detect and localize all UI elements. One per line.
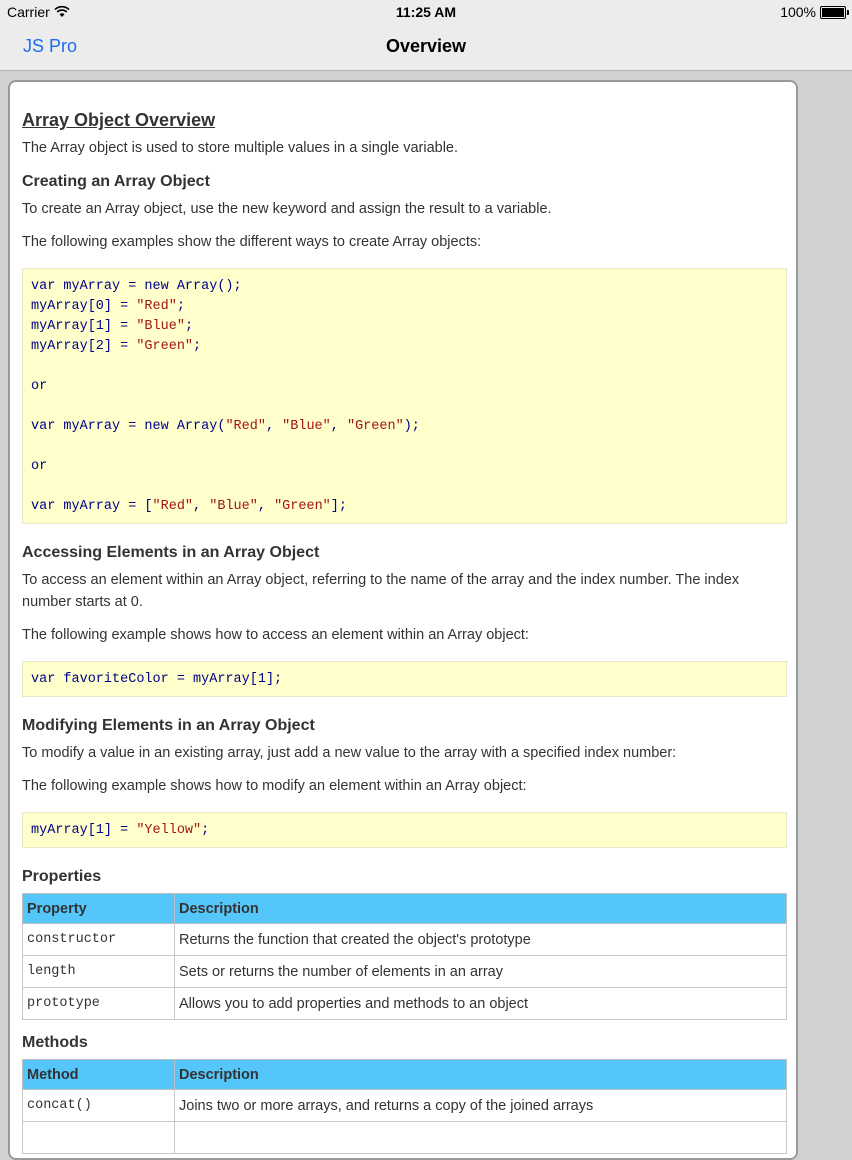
modifying-text-2: The following example shows how to modify an element within an Array object: [22,778,527,794]
page-title: Array Object Overview [22,110,216,130]
property-name: prototype [23,988,175,1020]
property-description: Returns the function that created the object's prototype [175,924,787,956]
code-line: myArray[1] = "Blue"; [31,319,194,334]
battery-group [780,4,846,20]
method-description [175,1122,787,1154]
modifying-text-1: To modify a value in an existing array, just add a new value to the array with a specified index number: [22,745,677,761]
carrier-label: Carrier [7,4,50,20]
method-description: Joins two or more arrays, and returns a copy of the joined arrays [175,1090,787,1122]
section-heading-accessing: Accessing Elements in an Array Object [22,544,320,561]
table-header: Method [23,1060,175,1090]
method-name [23,1122,175,1154]
code-line: or [31,379,48,394]
code-line: myArray[0] = "Red"; [31,299,185,314]
navigation-bar [0,24,852,71]
table-row [23,1122,787,1154]
accessing-text-1: To access an element within an Array object, referring to the name of the array and the index number. The index number starts at 0. [22,572,740,610]
property-description: Sets or returns the number of elements in an array [175,956,787,988]
battery-icon [820,6,846,19]
code-line: var myArray = new Array("Red", "Blue", "Green"); [31,419,420,434]
table-row [23,956,787,988]
code-line: or [31,459,48,474]
creating-text-1: To create an Array object, use the new keyword and assign the result to a variable. [22,201,552,217]
section-heading-methods: Methods [22,1034,88,1051]
table-header-row [23,1060,787,1090]
intro-text: The Array object is used to store multiple values in a single variable. [22,140,459,156]
creating-text-2: The following examples show the different ways to create Array objects: [22,234,482,250]
table-header: Description [175,1060,787,1090]
code-line: var myArray = ["Red", "Blue", "Green"]; [31,499,347,514]
table-header: Description [175,894,787,924]
method-name: concat() [23,1090,175,1122]
code-block-access [22,661,787,697]
code-line: myArray[1] = "Yellow"; [31,823,210,838]
clock: 11:25 AM [395,4,457,20]
code-line [31,397,778,417]
article [22,106,788,1154]
code-line: var myArray = new Array(); [31,279,242,294]
table-row [23,988,787,1020]
status-bar [0,0,852,24]
code-line [31,477,778,497]
section-heading-modifying: Modifying Elements in an Array Object [22,717,315,734]
property-description: Allows you to add properties and methods to an object [175,988,787,1020]
code-block-create [22,268,787,524]
code-line [31,437,778,457]
nav-title: Overview [385,36,467,56]
table-header-row [23,894,787,924]
section-heading-creating: Creating an Array Object [22,173,210,190]
code-block-modify [22,812,787,848]
property-name: constructor [23,924,175,956]
property-name: length [23,956,175,988]
table-row [23,924,787,956]
properties-table [22,893,787,1020]
table-header: Property [23,894,175,924]
section-heading-properties: Properties [22,868,102,885]
code-line [31,357,778,377]
back-button[interactable]: JS Pro [23,36,78,56]
code-line: var favoriteColor = myArray[1]; [31,672,283,687]
table-row [23,1090,787,1122]
accessing-text-2: The following example shows how to access an element within an Array object: [22,627,529,643]
content-card[interactable] [8,80,798,1160]
battery-percent: 100% [780,4,816,20]
code-line: myArray[2] = "Green"; [31,339,202,354]
methods-table [22,1059,787,1154]
